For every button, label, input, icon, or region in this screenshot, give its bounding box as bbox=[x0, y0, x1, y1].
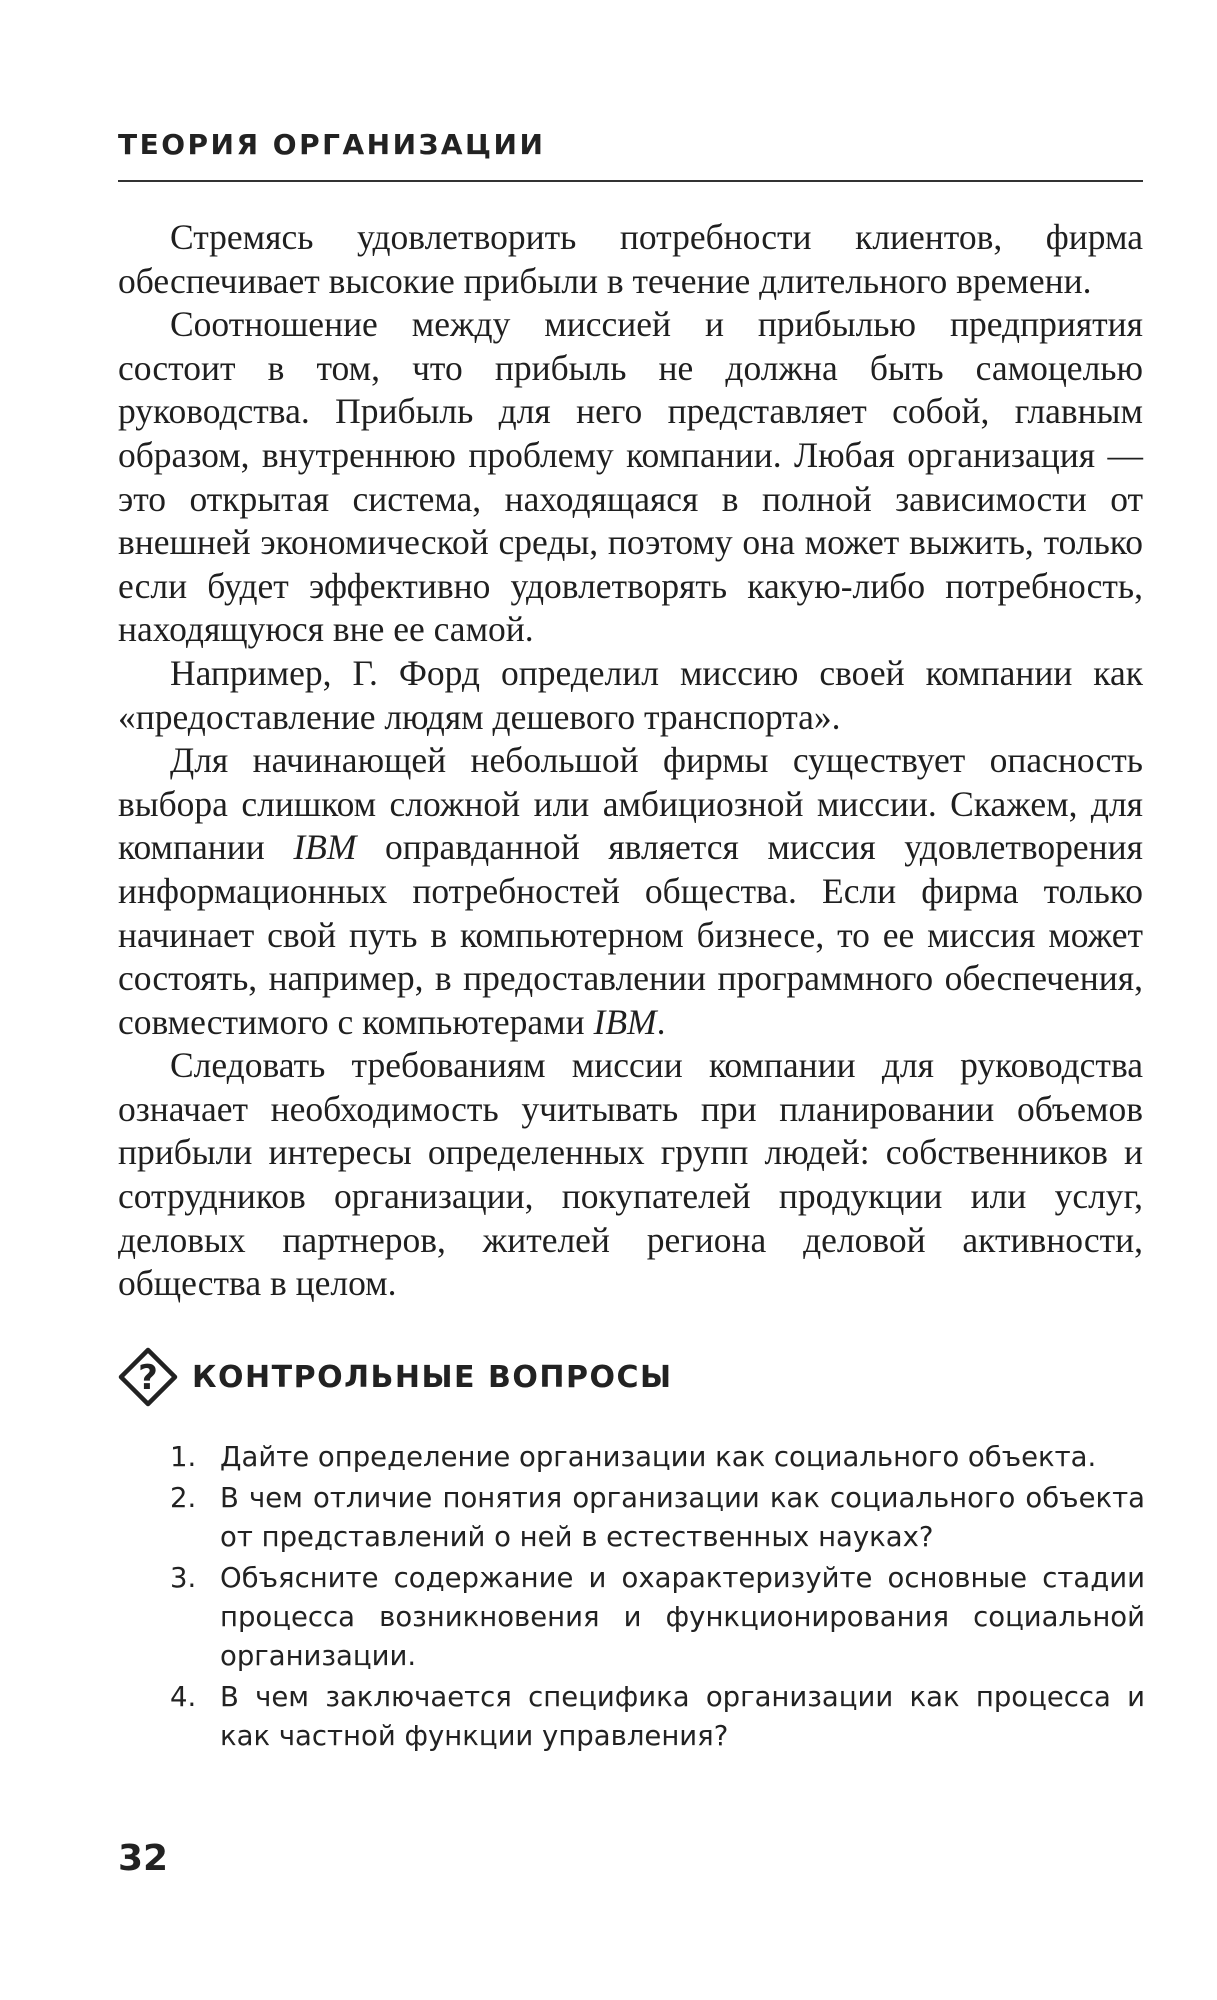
paragraph-2: Соотношение между миссией и прибылью предприятия состоит в том, что прибыль не должна быть самоцелью руководства. Прибыль для него представляет собой, главным образом, внутреннюю проблему компании. Любая организация — это открытая система, находящаяся в полной зависимости от внешней экономической среды, поэтому она может выжить, только если будет эффективно удовлетворять какую-либо потребность, находящуюся вне ее самой. bbox=[118, 304, 1143, 650]
question-item bbox=[170, 1438, 1145, 1477]
questions-title: КОНТРОЛЬНЫЕ ВОПРОСЫ bbox=[192, 1359, 673, 1395]
question-text: Объясните содержание и охарактеризуйте основные стадии процесса возникновения и функционирования социальной организации. bbox=[220, 1562, 1145, 1672]
paragraph-4-text-3: . bbox=[656, 1001, 666, 1042]
running-head-title: ТЕОРИЯ ОРГАНИЗАЦИИ bbox=[118, 128, 546, 161]
header-rule bbox=[118, 180, 1143, 182]
question-number: 4. bbox=[170, 1681, 197, 1713]
question-text: В чем заключается специфика организации как процесса и как частной функции управления? bbox=[220, 1681, 1145, 1752]
question-text: В чем отличие понятия организации как социального объекта от представлений о ней в естественных науках? bbox=[220, 1482, 1145, 1553]
paragraph-4-text-1: Для начинающей небольшой фирмы существует опасность выбора слишком сложной или амбициозной миссии. Скажем, для компании bbox=[118, 740, 1143, 868]
svg-text:?: ? bbox=[138, 1358, 158, 1398]
page-number: 32 bbox=[118, 1838, 169, 1879]
brand-ibm-2: IBM bbox=[593, 1001, 657, 1042]
body-text bbox=[118, 216, 1143, 1306]
question-number: 3. bbox=[170, 1562, 197, 1594]
questions-list bbox=[170, 1438, 1145, 1758]
paragraph-4 bbox=[118, 739, 1143, 1044]
paragraph-5: Следовать требованиям миссии компании для руководства означает необходимость учитывать при планировании объемов прибыли интересы определенных групп людей: собственников и сотрудников организации, покупателей продукции или услуг, деловых партнеров, жителей региона деловой активности, общества в целом. bbox=[118, 1045, 1143, 1304]
paragraph-1: Стремясь удовлетворить потребности клиентов, фирма обеспечивает высокие прибыли в течение длительного времени. bbox=[118, 217, 1143, 301]
question-number: 2. bbox=[170, 1482, 197, 1514]
paragraph-3: Например, Г. Форд определил миссию своей компании как «предоставление людям дешевого транспорта». bbox=[118, 652, 1143, 737]
question-item bbox=[170, 1559, 1145, 1676]
question-number: 1. bbox=[170, 1441, 197, 1473]
question-item bbox=[170, 1678, 1145, 1756]
question-diamond-icon bbox=[118, 1347, 178, 1407]
paragraph-4-text-2: оправданной является миссия удовлетворения информационных потребностей общества. Если фирма только начинает свой путь в компьютерном бизнесе, то ее миссия может состоять, например, в предоставлении программного обеспечения, совместимого с компьютерами bbox=[118, 827, 1143, 1042]
brand-ibm-1: IBM bbox=[293, 827, 357, 868]
question-item bbox=[170, 1479, 1145, 1557]
question-text: Дайте определение организации как социального объекта. bbox=[220, 1441, 1097, 1473]
questions-heading bbox=[118, 1345, 673, 1409]
